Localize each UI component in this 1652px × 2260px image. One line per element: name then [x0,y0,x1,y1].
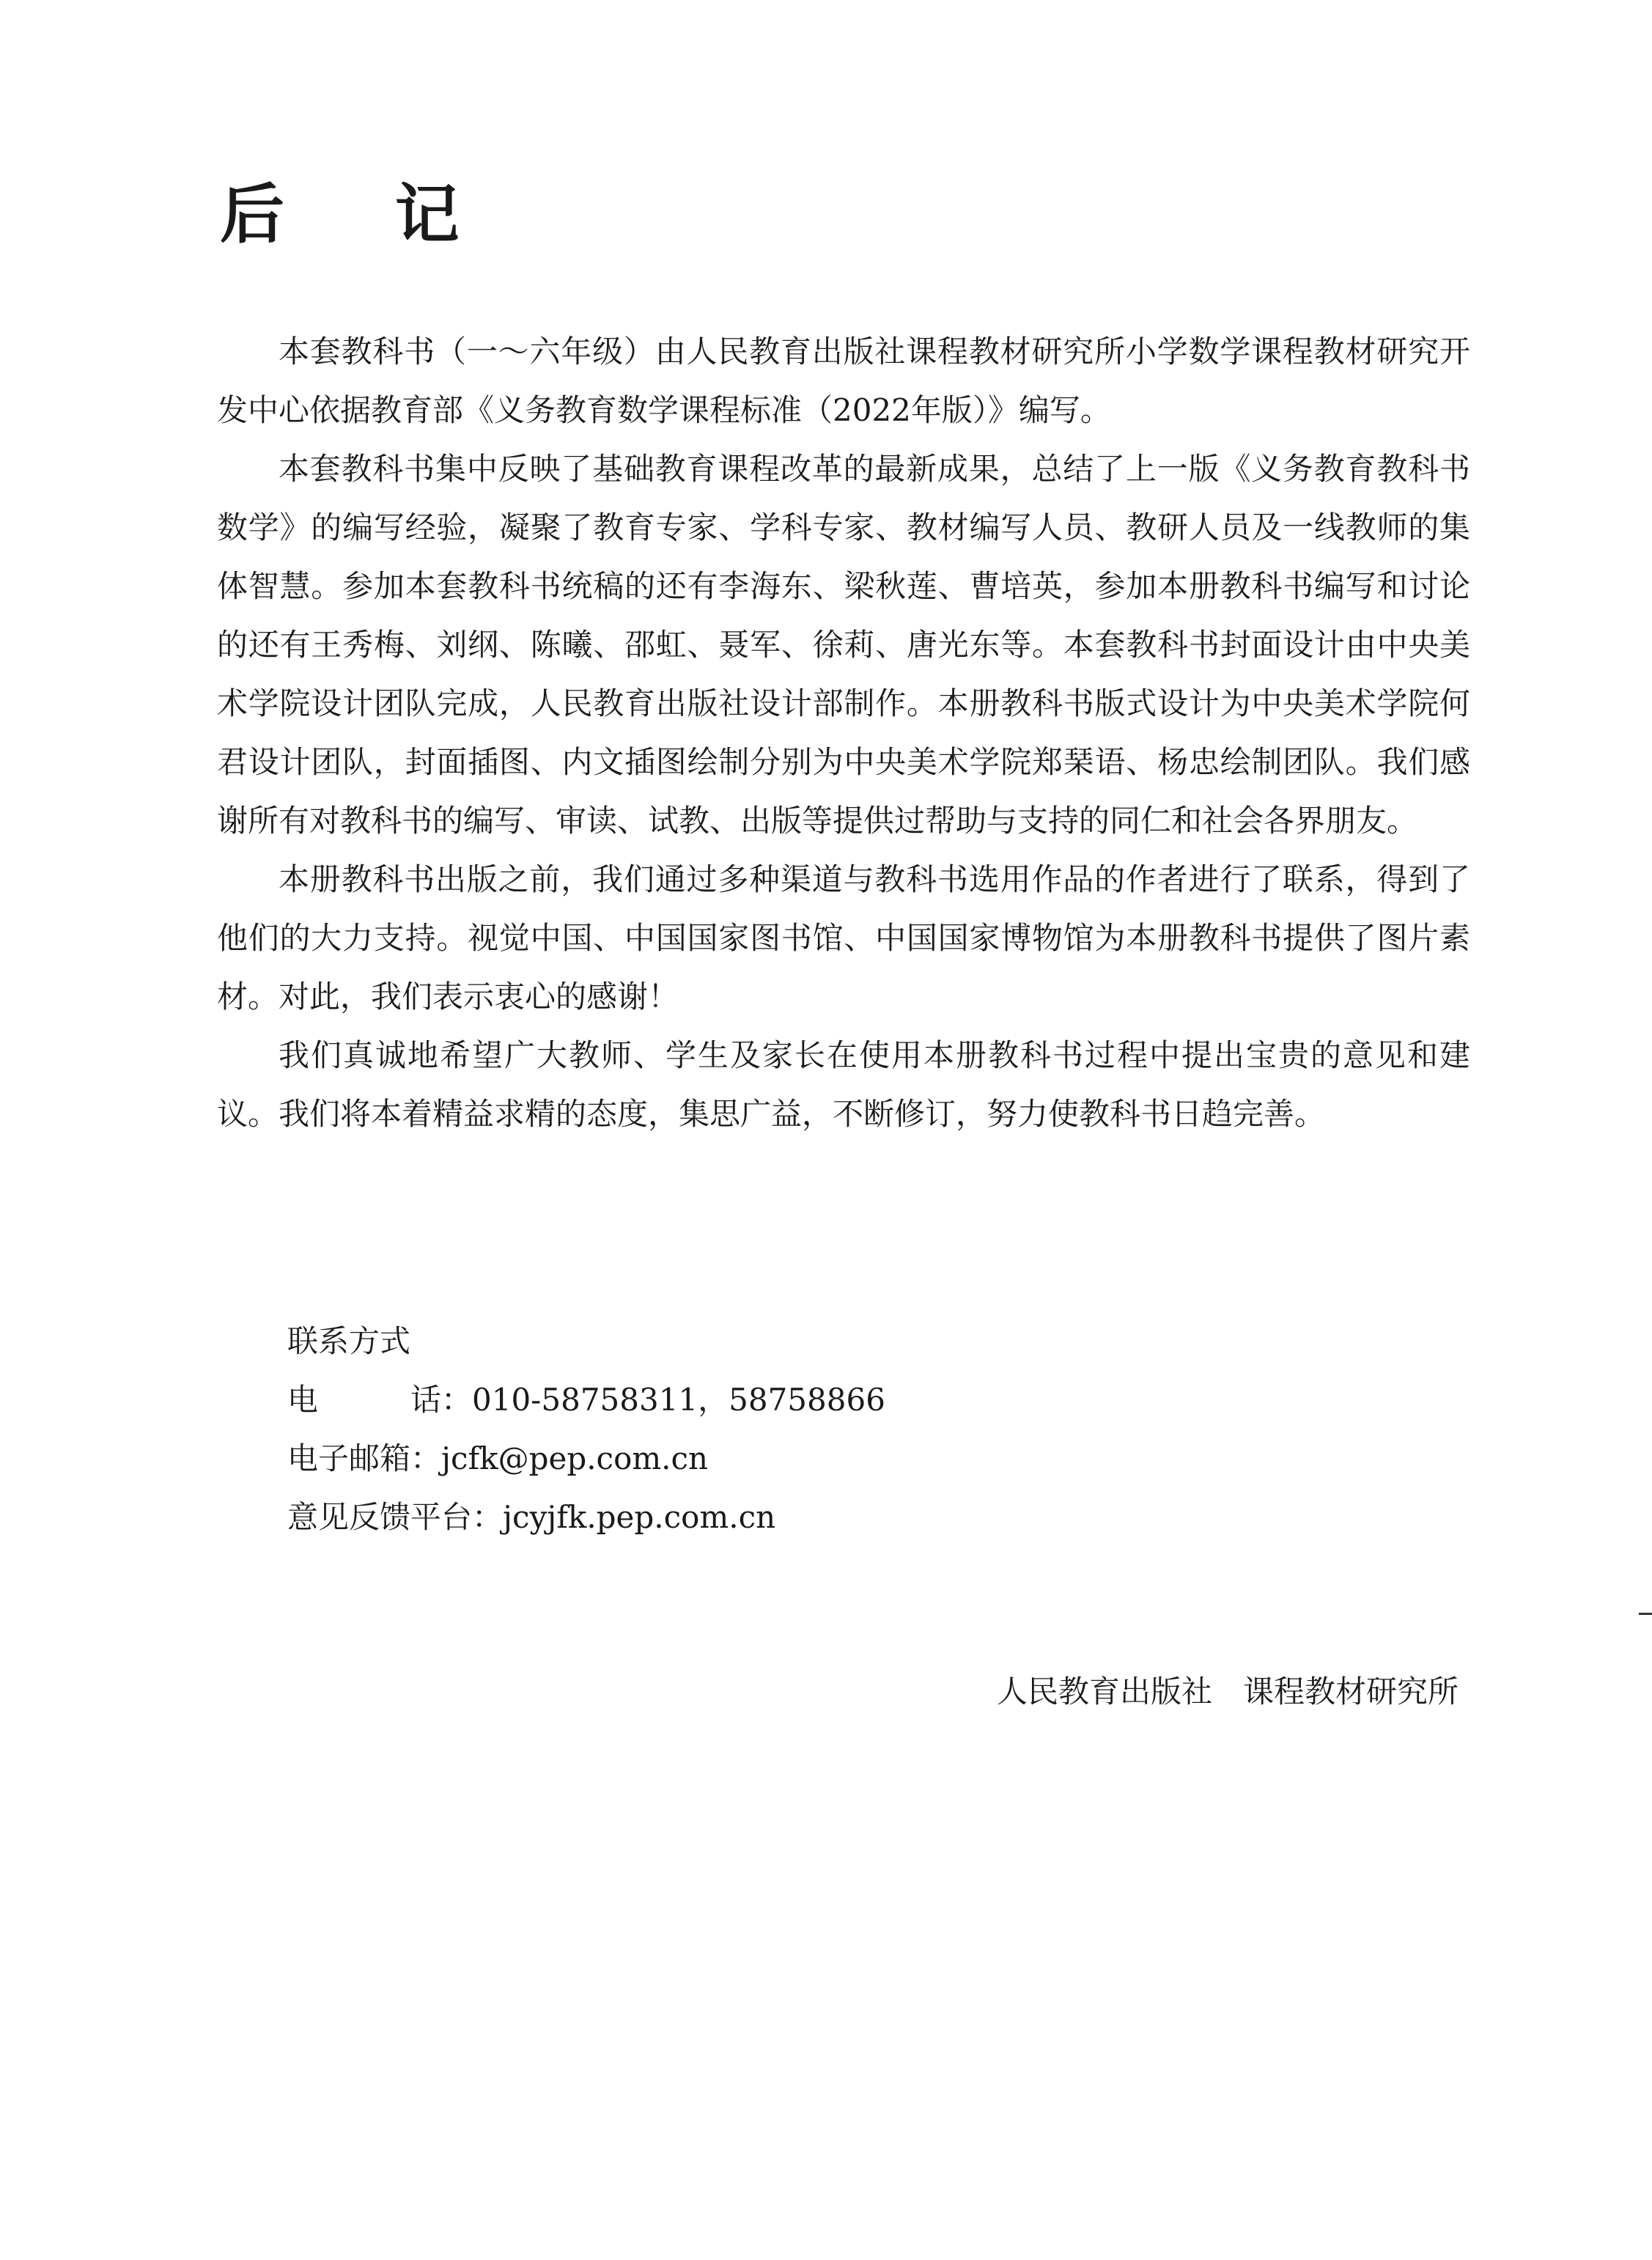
paragraph-4: 我们真诚地希望广大教师、学生及家长在使用本册教科书过程中提出宝贵的意见和建议。我们将本着精益求精的态度，集思广益，不断修订，努力使教科书日趋完善。 [217,1037,1470,1132]
phone-label: 电话 [287,1382,441,1418]
email-separator: ： [410,1440,442,1476]
paragraph-3: 本册教科书出版之前，我们通过多种渠道与教科书选用作品的作者进行了联系，得到了他们的大力支持。视觉中国、中国国家图书馆、中国国家博物馆为本册教科书提供了图片素材。对此，我们表示衷心的感谢！ [217,861,1470,1015]
feedback-value: jcyjfk.pep.com.cn [503,1499,776,1535]
feedback-label: 意见反馈平台 [287,1499,473,1535]
contact-feedback-row [287,1488,885,1547]
signature [997,1663,1459,1721]
paragraph-2: 本套教科书集中反映了基础教育课程改革的最新成果，总结了上一版《义务教育教科书 数学》的编写经验，凝聚了教育专家、学科专家、教材编写人员、教研人员及一线教师的集体智慧。参加本套教科书统稿的还有李海东、梁秋莲、曹培英，参加本册教科书编写和讨论的还有王秀梅、刘纲、陈曦、邵虹、聂军、徐莉、唐光东等。本套教科书封面设计由中央美术学院设计团队完成，人民教育出版社设计部制作。本册教科书版式设计为中央美术学院何君设计团队，封面插图、内文插图绘制分别为中央美术学院郑琹语、杨忠绘制团队。我们感谢所有对教科书的编写、审读、试教、出版等提供过帮助与支持的同仁和社会各界朋友。 [217,451,1502,839]
page-title: 后 记 [220,177,504,252]
paragraph-1: 本套教科书（一～六年级）由人民教育出版社课程教材研究所小学数学课程教材研究开发中心依据教育部《义务教育数学课程标准（2022年版）》编写。 [217,334,1470,428]
contact-email-row [287,1429,885,1488]
phone-separator: ： [441,1382,473,1418]
contact-heading: 联系方式 [287,1323,411,1359]
contact-phone-row [287,1371,885,1429]
signature-publisher: 人民教育出版社 [997,1674,1213,1709]
signature-institute: 课程教材研究所 [1243,1674,1459,1709]
edge-mark [1639,1613,1652,1615]
email-label: 电子邮箱 [287,1440,411,1476]
email-value: jcfk@pep.com.cn [441,1440,709,1476]
feedback-separator: ： [472,1499,504,1535]
afterword-body [217,323,1502,1144]
phone-value: 010-58758311，58758866 [472,1382,885,1418]
contact-block [287,1312,885,1547]
